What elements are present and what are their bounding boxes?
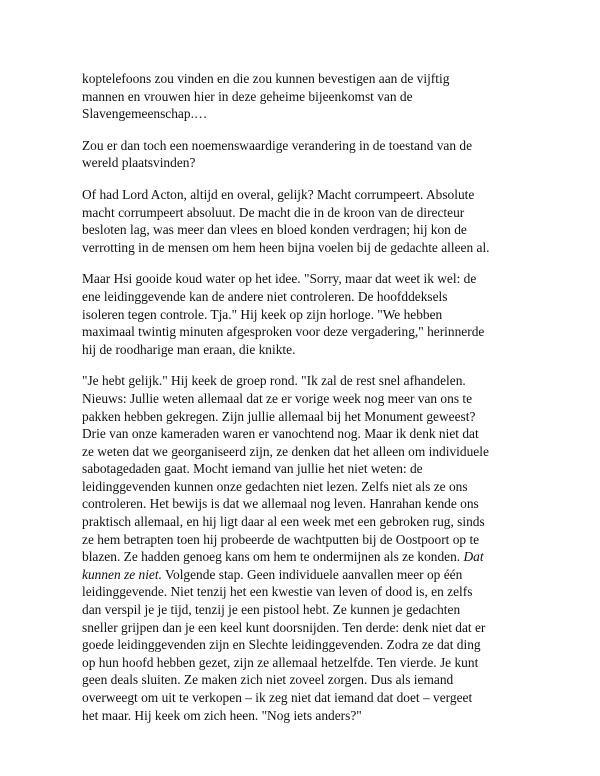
- paragraph-5-text-before-italic: "Je hebt gelijk." Hij keek de groep rond. "Ik zal de rest snel afhandelen. Nieuws: Jullie weten allemaal dat ze er vorige week nog meer van ons te pakken hebben gekregen. Zijn jullie allemaal bij het Monument geweest? Drie van onze kameraden waren er vanochtend nog. Maar ik denk niet dat ze weten dat we georganiseerd zijn, ze denken dat het alleen om individuele sabotagedaden gaat. Mocht iemand van jullie het niet weten: de leidinggevenden kunnen onze gedachten niet lezen. Zelfs niet als ze ons controleren. Het bewijs is dat we allemaal nog leven. Hanrahan kende ons praktisch allemaal, en hij ligt daar al een week met een gebroken rug, sinds ze hem betrapten toen hij probeerde de wachtputten bij de Oostpoort op te blazen. Ze hadden genoeg kans om hem te ondermijnen als ze konden.: [82, 373, 489, 565]
- paragraph-2: Zou er dan toch een noemenswaardige verandering in de toestand van de wereld plaatsvinden?: [82, 137, 473, 171]
- paragraph-4: Maar Hsi gooide koud water op het idee. "Sorry, maar dat weet ik wel: de ene leidinggevende kan de andere niet controleren. De hoofddeksels isoleren tegen controle. Tja." Hij keek op zijn horloge. "We hebben maximaal twintig minuten afgesproken voor deze vergadering," herinnerde hij de roodharige man eraan, die knikte.: [82, 271, 485, 357]
- paragraph-1: koptelefoons zou vinden en die zou kunnen bevestigen aan de vijftig mannen en vrouwen hier in deze geheime bijeenkomst van de Slavengemeenschap.…: [82, 71, 450, 122]
- paragraph-5: [82, 372, 520, 724]
- paragraph-5-italic-text: Dat kunnen ze niet.: [82, 549, 484, 582]
- paragraph-3: Of had Lord Acton, altijd en overal, gelijk? Macht corrumpeert. Absolute macht corrumpeert absoluut. De macht die in de kroon van de directeur besloten lag, was meer dan vlees en bloed konden verdragen; hij kon de verrotting in de mensen om hem heen bijna voelen bij de gedachte alleen al.: [82, 186, 490, 255]
- paragraph-5-text-after-italic: Volgende stap. Geen individuele aanvallen meer op één leidinggevende. Niet tenzij het een kwestie van leven of dood is, en zelfs dan verspil je je tijd, tenzij je een pistool hebt. Ze kunnen je gedachten sneller grijpen dan je een keel kunt doorsnijden. Ten derde: denk niet dat er goede leidinggevenden zijn en Slechte leidinggevenden. Zodra ze dat ding op hun hoofd hebben gezet, zijn ze allemaal hetzelfde. Ten vierde. Je kunt geen deals sluiten. Ze maken zich niet zoveel zorgen. Dus als iemand overweegt om uit te verkopen – ik zeg niet dat iemand dat doet – vergeet het maar. Hij keek om zich heen. "Nog iets anders?": [82, 566, 486, 723]
